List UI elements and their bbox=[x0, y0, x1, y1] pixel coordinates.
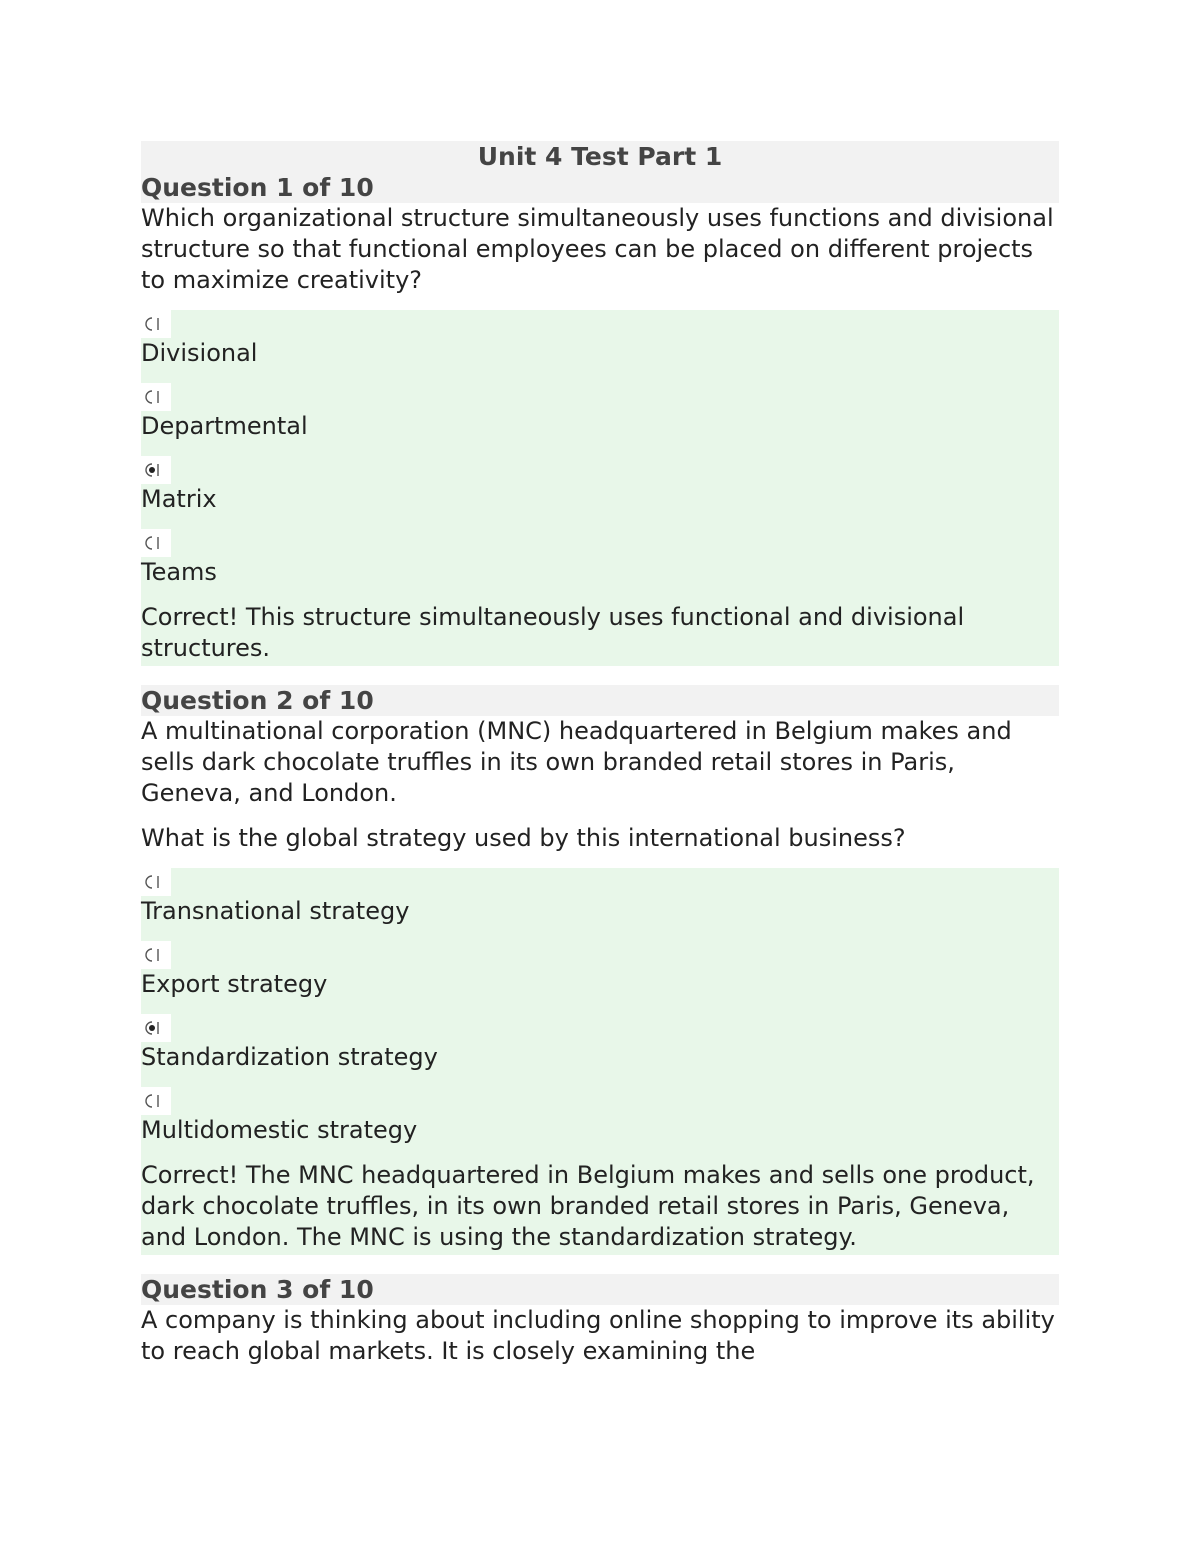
answer-choice-multidomestic[interactable] bbox=[141, 1087, 1059, 1146]
choice-label: Multidomestic strategy bbox=[141, 1116, 418, 1144]
question-prompt: What is the global strategy used by this international business? bbox=[141, 824, 906, 852]
feedback-text: Correct! This structure simultaneously uses functional and divisional structures. bbox=[141, 603, 965, 662]
question-text: Which organizational structure simultaneously uses functions and divisional structure so that functional employees can be placed on different projects to maximize creativity? bbox=[141, 204, 1054, 294]
question-2 bbox=[141, 685, 1059, 1255]
choice-label: Matrix bbox=[141, 485, 217, 513]
radio-unselected-icon[interactable] bbox=[141, 1087, 171, 1115]
question-1 bbox=[141, 172, 1059, 666]
radio-unselected-icon[interactable] bbox=[141, 310, 171, 338]
answer-choice-departmental[interactable] bbox=[141, 383, 1059, 442]
radio-selected-icon[interactable] bbox=[141, 456, 171, 484]
choice-label: Departmental bbox=[141, 412, 308, 440]
answer-panel bbox=[141, 310, 1059, 666]
question-header: Question 2 of 10 bbox=[141, 685, 1059, 716]
page-title: Unit 4 Test Part 1 bbox=[141, 141, 1059, 172]
radio-unselected-icon[interactable] bbox=[141, 383, 171, 411]
question-header: Question 3 of 10 bbox=[141, 1274, 1059, 1305]
choice-label: Transnational strategy bbox=[141, 897, 410, 925]
answer-choice-teams[interactable] bbox=[141, 529, 1059, 588]
radio-unselected-icon[interactable] bbox=[141, 529, 171, 557]
question-3 bbox=[141, 1274, 1059, 1367]
answer-choice-standardization[interactable] bbox=[141, 1014, 1059, 1073]
answer-choice-export[interactable] bbox=[141, 941, 1059, 1000]
radio-unselected-icon[interactable] bbox=[141, 941, 171, 969]
question-text: A company is thinking about including online shopping to improve its ability to reach global markets. It is closely examining the bbox=[141, 1306, 1055, 1365]
question-header: Question 1 of 10 bbox=[141, 172, 1059, 203]
answer-panel bbox=[141, 868, 1059, 1255]
answer-choice-matrix[interactable] bbox=[141, 456, 1059, 515]
answer-choice-divisional[interactable] bbox=[141, 310, 1059, 369]
feedback-text: Correct! The MNC headquartered in Belgium makes and sells one product, dark chocolate truffles, in its own branded retail stores in Paris, Geneva, and London. The MNC is using the standardization strategy. bbox=[141, 1161, 1035, 1251]
quiz-page bbox=[141, 141, 1059, 1367]
radio-selected-icon[interactable] bbox=[141, 1014, 171, 1042]
choice-label: Standardization strategy bbox=[141, 1043, 438, 1071]
choice-label: Teams bbox=[141, 558, 217, 586]
question-text: A multinational corporation (MNC) headquartered in Belgium makes and sells dark chocolate truffles in its own branded retail stores in Paris, Geneva, and London. bbox=[141, 717, 1012, 807]
choice-label: Export strategy bbox=[141, 970, 328, 998]
choice-label: Divisional bbox=[141, 339, 258, 367]
answer-choice-transnational[interactable] bbox=[141, 868, 1059, 927]
radio-unselected-icon[interactable] bbox=[141, 868, 171, 896]
